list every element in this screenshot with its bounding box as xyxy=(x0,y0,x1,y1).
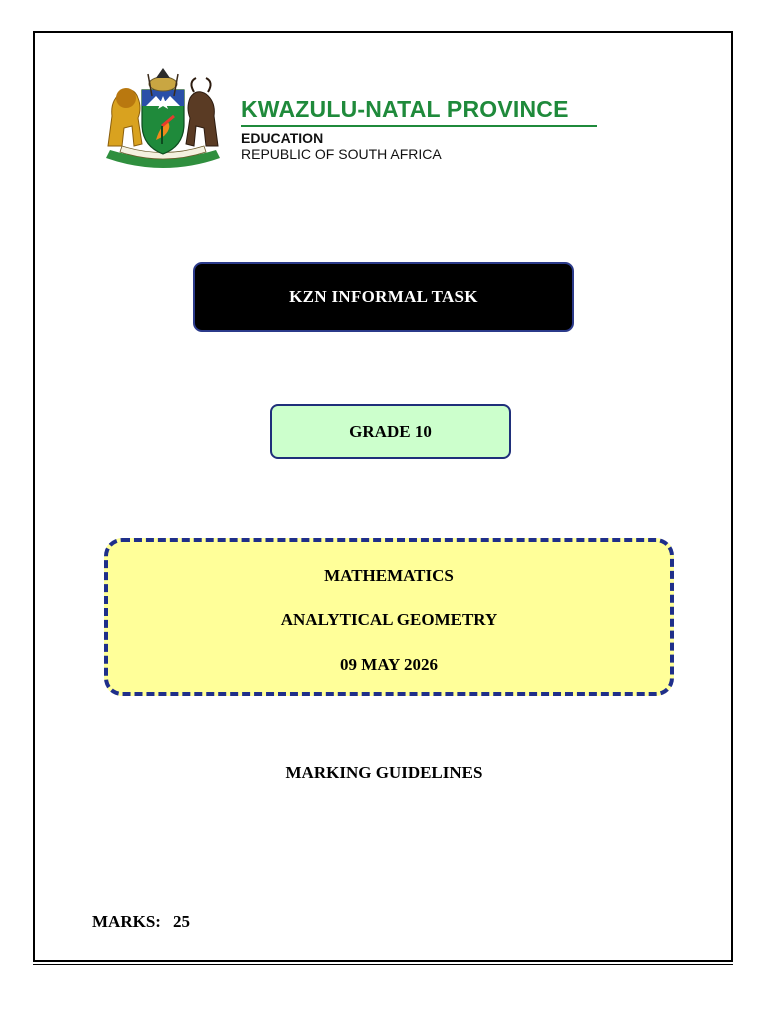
province-title: KWAZULU-NATAL PROVINCE xyxy=(241,96,569,122)
country-name: REPUBLIC OF SOUTH AFRICA xyxy=(241,146,442,162)
task-title: KZN INFORMAL TASK xyxy=(289,287,478,306)
page-border-bottom-rule xyxy=(33,964,733,965)
task-title-box xyxy=(193,262,574,332)
province-divider xyxy=(241,125,597,127)
task-date: 09 MAY 2026 xyxy=(340,655,438,674)
marks-row xyxy=(92,912,190,932)
topic-name: ANALYTICAL GEOMETRY xyxy=(280,610,498,629)
marks-label: MARKS: xyxy=(92,912,161,931)
subject-box xyxy=(104,538,674,696)
header-text-block xyxy=(241,96,601,162)
department-name: EDUCATION xyxy=(241,130,324,146)
grade-box xyxy=(270,404,511,459)
coat-of-arms-icon xyxy=(98,66,228,172)
subject-name: MATHEMATICS xyxy=(324,566,454,585)
marks-value: 25 xyxy=(172,912,190,931)
marking-guidelines-title: MARKING GUIDELINES xyxy=(285,763,483,782)
grade-label: GRADE 10 xyxy=(349,421,432,441)
